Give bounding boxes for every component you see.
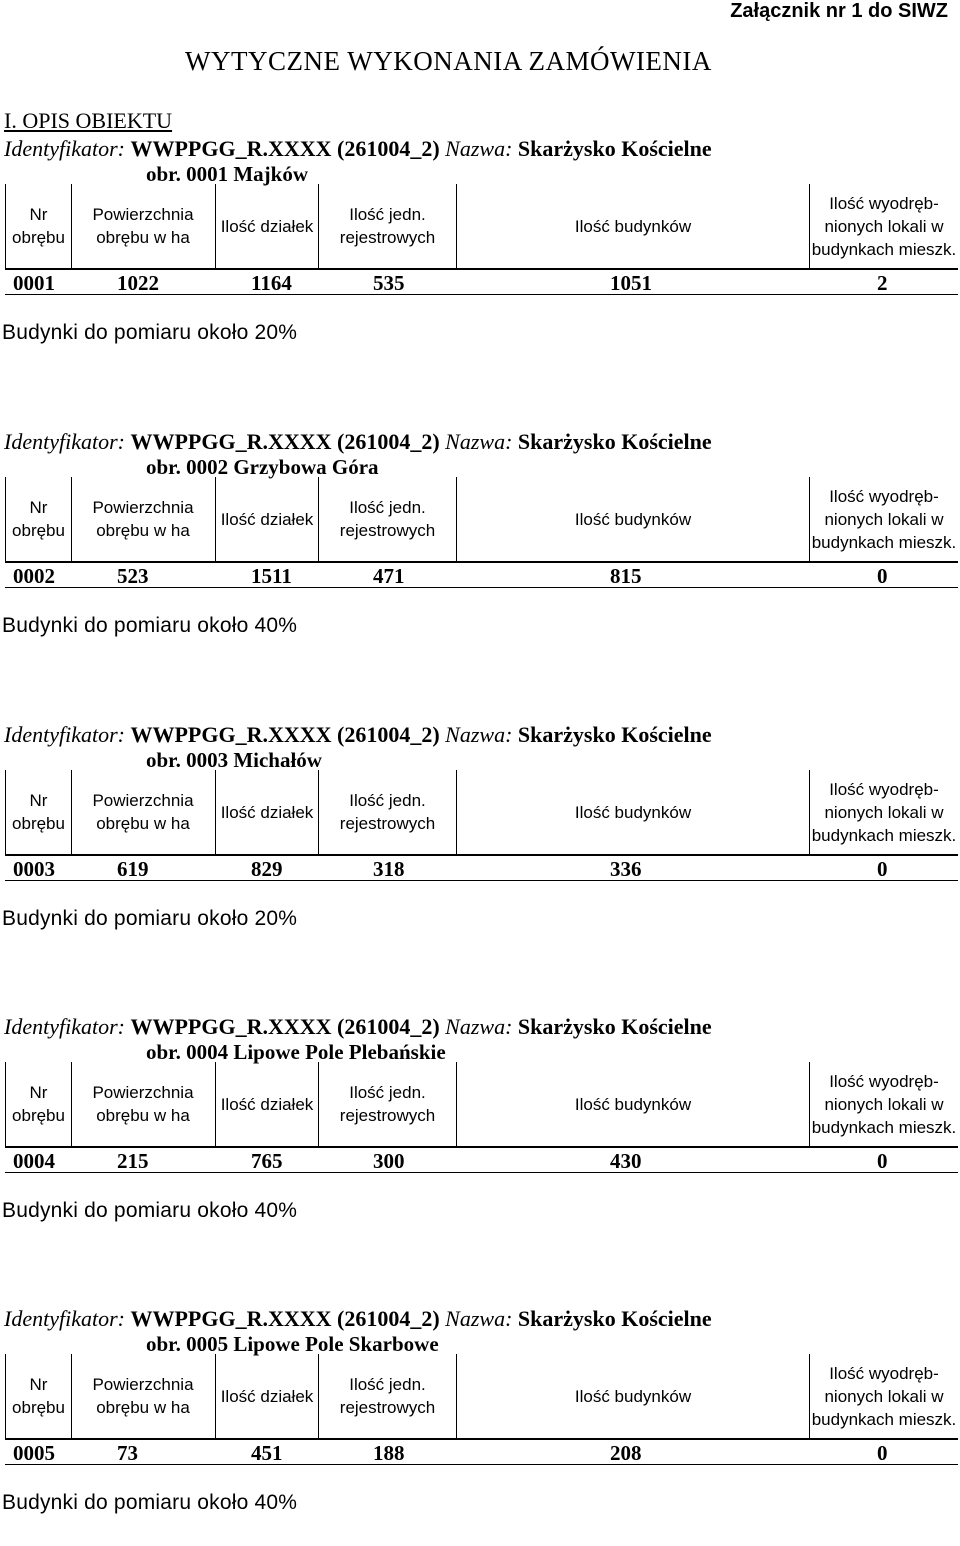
table-row	[5, 563, 958, 588]
header-area: Powierzchnia obrębu w ha	[71, 477, 216, 561]
cell-units: 471	[373, 564, 405, 588]
cell-area: 619	[117, 857, 149, 881]
cell-parcels: 829	[251, 857, 283, 881]
identifier-label: Identyfikator:	[4, 722, 125, 747]
cell-buildings: 430	[610, 1149, 642, 1173]
precinct-table	[5, 1062, 958, 1172]
precinct-table	[5, 770, 958, 880]
header-buildings: Ilość budynków	[457, 770, 810, 854]
header-area: Powierzchnia obrębu w ha	[71, 1062, 216, 1146]
identifier-line	[4, 1306, 712, 1332]
cell-units: 188	[373, 1441, 405, 1465]
identifier-value: WWPPGG_R.XXXX (261004_2)	[130, 722, 440, 747]
cell-flats: 0	[877, 564, 888, 588]
measurement-note: Budynki do pomiaru około 20%	[2, 907, 298, 930]
identifier-label: Identyfikator:	[4, 1014, 125, 1039]
precinct-table	[5, 184, 958, 294]
precinct-block	[0, 429, 960, 669]
precinct-name: obr. 0001 Majków	[146, 162, 308, 186]
table-row	[5, 856, 958, 881]
cell-flats: 0	[877, 1149, 888, 1173]
cell-nr: 0003	[13, 857, 55, 881]
header-flats: Ilość wyodręb-nionych lokali w budynkach mieszk.	[811, 1363, 957, 1429]
header-nr: Nr obrębu	[5, 770, 72, 854]
header-units: Ilość jedn. rejestrowych	[319, 1354, 457, 1438]
identifier-value: WWPPGG_R.XXXX (261004_2)	[130, 1306, 440, 1331]
cell-nr: 0005	[13, 1441, 55, 1465]
precinct-block	[0, 136, 960, 376]
header-area: Powierzchnia obrębu w ha	[71, 770, 216, 854]
name-label: Nazwa:	[445, 429, 513, 454]
header-nr: Nr obrębu	[5, 477, 72, 561]
cell-flats: 0	[877, 1441, 888, 1465]
cell-area: 523	[117, 564, 149, 588]
precinct-block	[0, 722, 960, 962]
header-nr: Nr obrębu	[5, 184, 72, 268]
header-flats: Ilość wyodręb-nionych lokali w budynkach mieszk.	[811, 486, 957, 552]
measurement-note: Budynki do pomiaru około 40%	[2, 1491, 298, 1514]
identifier-value: WWPPGG_R.XXXX (261004_2)	[130, 1014, 440, 1039]
cell-flats: 0	[877, 857, 888, 881]
header-units: Ilość jedn. rejestrowych	[319, 770, 457, 854]
header-flats: Ilość wyodręb-nionych lokali w budynkach mieszk.	[811, 193, 957, 259]
header-flats: Ilość wyodręb-nionych lokali w budynkach mieszk.	[811, 779, 957, 845]
header-parcels: Ilość działek	[216, 477, 319, 561]
header-area: Powierzchnia obrębu w ha	[71, 184, 216, 268]
header-flats: Ilość wyodręb-nionych lokali w budynkach mieszk.	[811, 1071, 957, 1137]
cell-buildings: 336	[610, 857, 642, 881]
cell-parcels: 1164	[251, 271, 292, 295]
identifier-label: Identyfikator:	[4, 136, 125, 161]
identifier-label: Identyfikator:	[4, 1306, 125, 1331]
cell-units: 318	[373, 857, 405, 881]
table-row	[5, 270, 958, 295]
section-title: I. OPIS OBIEKTU	[4, 108, 173, 133]
table-row	[5, 1440, 958, 1465]
identifier-line	[4, 429, 712, 455]
precinct-name: obr. 0002 Grzybowa Góra	[146, 455, 379, 479]
header-parcels: Ilość działek	[216, 770, 319, 854]
cell-parcels: 451	[251, 1441, 283, 1465]
cell-flats: 2	[877, 271, 888, 295]
name-label: Nazwa:	[445, 722, 513, 747]
measurement-note: Budynki do pomiaru około 20%	[2, 321, 298, 344]
precinct-name: obr. 0005 Lipowe Pole Skarbowe	[146, 1332, 439, 1356]
cell-units: 300	[373, 1149, 405, 1173]
header-units: Ilość jedn. rejestrowych	[319, 184, 457, 268]
precinct-table	[5, 477, 958, 587]
cell-area: 215	[117, 1149, 149, 1173]
identifier-line	[4, 722, 712, 748]
name-label: Nazwa:	[445, 136, 513, 161]
name-label: Nazwa:	[445, 1014, 513, 1039]
header-nr: Nr obrębu	[5, 1062, 72, 1146]
cell-parcels: 1511	[251, 564, 292, 588]
header-buildings: Ilość budynków	[457, 184, 810, 268]
cell-buildings: 208	[610, 1441, 642, 1465]
cell-units: 535	[373, 271, 405, 295]
main-title: WYTYCZNE WYKONANIA ZAMÓWIENIA	[185, 46, 712, 76]
cell-nr: 0002	[13, 564, 55, 588]
precinct-block	[0, 1306, 960, 1546]
header-buildings: Ilość budynków	[457, 1062, 810, 1146]
precinct-name: obr. 0004 Lipowe Pole Plebańskie	[146, 1040, 446, 1064]
measurement-note: Budynki do pomiaru około 40%	[2, 614, 298, 637]
cell-area: 1022	[117, 271, 159, 295]
name-value: Skarżysko Kościelne	[517, 722, 712, 747]
header-parcels: Ilość działek	[216, 1062, 319, 1146]
identifier-value: WWPPGG_R.XXXX (261004_2)	[130, 136, 440, 161]
measurement-note: Budynki do pomiaru około 40%	[2, 1199, 298, 1222]
cell-parcels: 765	[251, 1149, 283, 1173]
precinct-name: obr. 0003 Michałów	[146, 748, 322, 772]
header-units: Ilość jedn. rejestrowych	[319, 477, 457, 561]
header-buildings: Ilość budynków	[457, 1354, 810, 1438]
name-value: Skarżysko Kościelne	[517, 1014, 712, 1039]
header-parcels: Ilość działek	[216, 184, 319, 268]
cell-nr: 0004	[13, 1149, 55, 1173]
identifier-line	[4, 1014, 712, 1040]
precinct-block	[0, 1014, 960, 1254]
header-units: Ilość jedn. rejestrowych	[319, 1062, 457, 1146]
annex-label: Załącznik nr 1 do SIWZ	[730, 0, 948, 22]
identifier-value: WWPPGG_R.XXXX (261004_2)	[130, 429, 440, 454]
cell-buildings: 815	[610, 564, 642, 588]
name-value: Skarżysko Kościelne	[517, 429, 712, 454]
name-value: Skarżysko Kościelne	[517, 1306, 712, 1331]
name-value: Skarżysko Kościelne	[517, 136, 712, 161]
identifier-label: Identyfikator:	[4, 429, 125, 454]
table-row	[5, 1148, 958, 1173]
cell-area: 73	[117, 1441, 138, 1465]
header-buildings: Ilość budynków	[457, 477, 810, 561]
precinct-table	[5, 1354, 958, 1464]
header-nr: Nr obrębu	[5, 1354, 72, 1438]
header-area: Powierzchnia obrębu w ha	[71, 1354, 216, 1438]
cell-nr: 0001	[13, 271, 55, 295]
identifier-line	[4, 136, 712, 162]
cell-buildings: 1051	[610, 271, 652, 295]
name-label: Nazwa:	[445, 1306, 513, 1331]
header-parcels: Ilość działek	[216, 1354, 319, 1438]
